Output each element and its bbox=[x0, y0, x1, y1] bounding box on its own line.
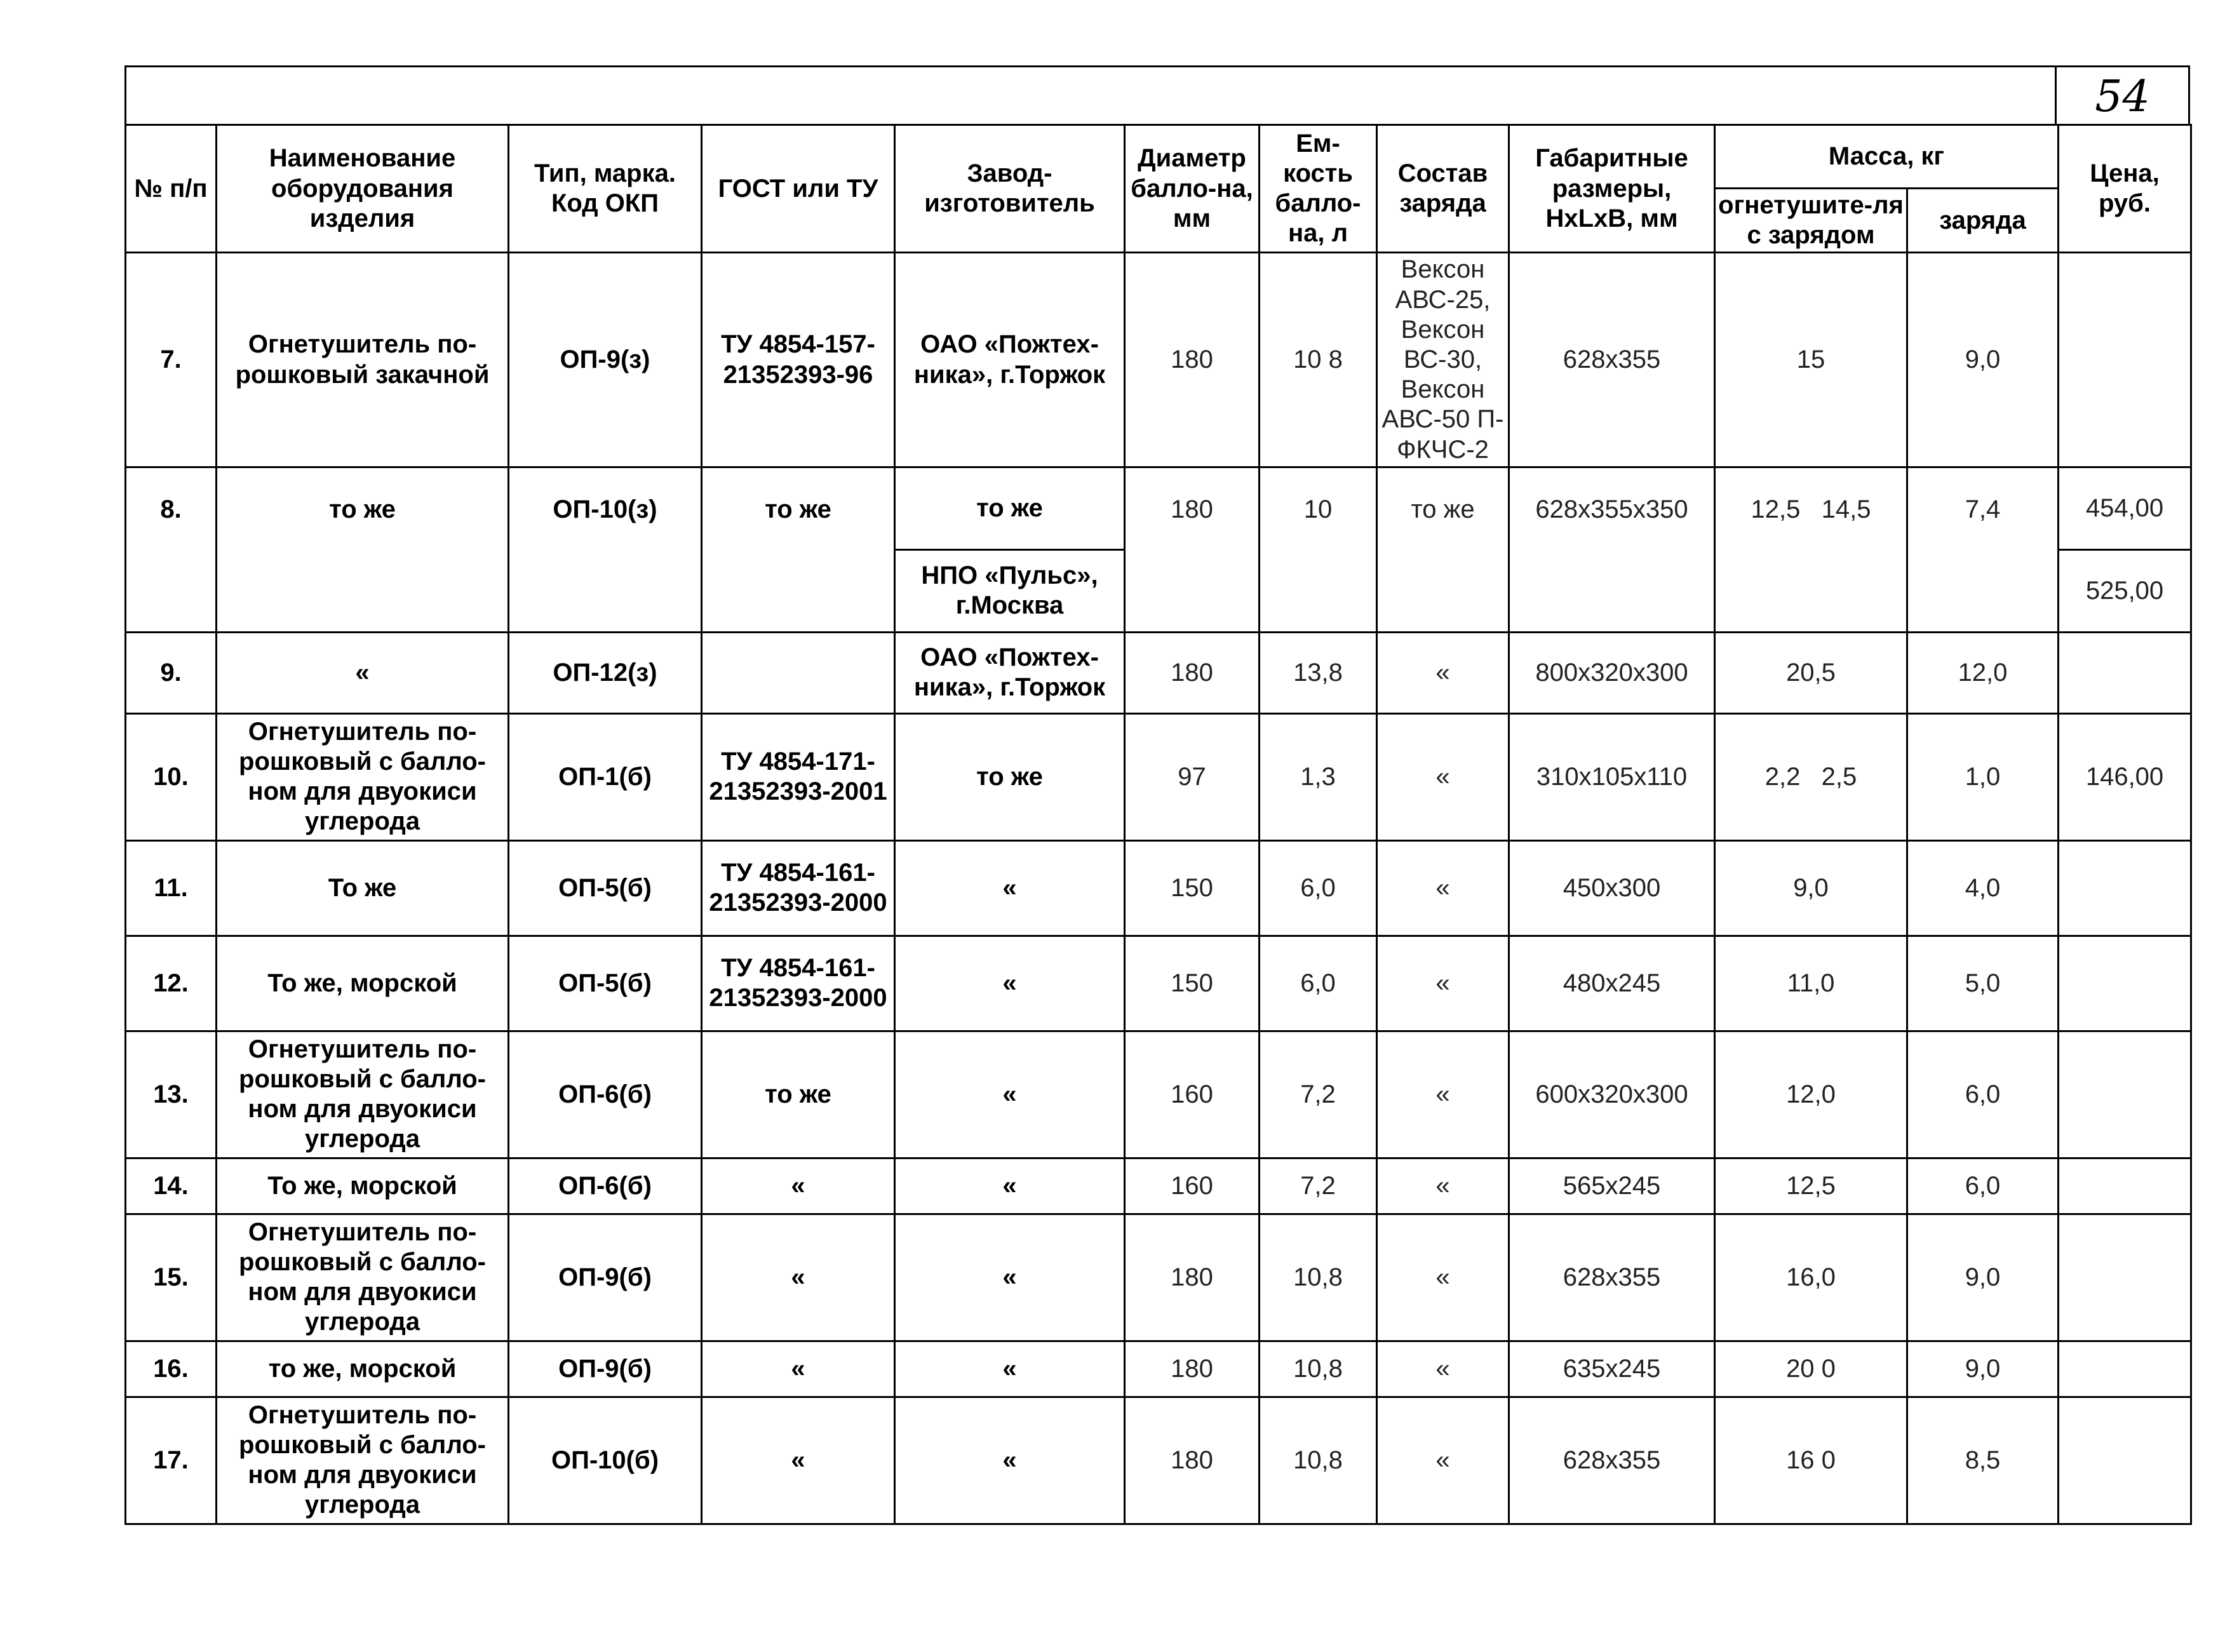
cell-price: 454,00 bbox=[2059, 467, 2191, 549]
cell-capacity: 1,3 bbox=[1260, 713, 1377, 840]
cell-capacity: 10,8 bbox=[1260, 1341, 1377, 1397]
cell-charge: « bbox=[1377, 632, 1509, 713]
cell-name: Огнетушитель по-рошковый с балло-ном для двуокиси углерода bbox=[217, 1397, 509, 1524]
cell-type: ОП-9(б) bbox=[509, 1341, 702, 1397]
cell-mass-charge: 9,0 bbox=[1907, 253, 2059, 467]
cell-name: то же bbox=[217, 467, 509, 632]
cell-gost: « bbox=[702, 1158, 895, 1214]
cell-mass-charge: 9,0 bbox=[1907, 1341, 2059, 1397]
cell-mass-charge: 4,0 bbox=[1907, 840, 2059, 936]
header-capacity: Ем-кость балло-на, л bbox=[1260, 125, 1377, 253]
cell-price bbox=[2059, 840, 2191, 936]
cell-capacity: 7,2 bbox=[1260, 1158, 1377, 1214]
cell-type: ОП-6(б) bbox=[509, 1031, 702, 1158]
cell-name: Огнетушитель по-рошковый с балло-ном для двуокиси углерода bbox=[217, 1031, 509, 1158]
cell-mass-charge: 8,5 bbox=[1907, 1397, 2059, 1524]
cell-mass-charge: 7,4 bbox=[1907, 467, 2059, 632]
table-row bbox=[126, 253, 2191, 467]
cell-maker: ОАО «Пожтех-ника», г.Торжок bbox=[895, 632, 1125, 713]
cell-mass-charge: 12,0 bbox=[1907, 632, 2059, 713]
cell-diameter: 150 bbox=[1125, 936, 1260, 1031]
cell-type: ОП-5(б) bbox=[509, 936, 702, 1031]
cell-capacity: 6,0 bbox=[1260, 936, 1377, 1031]
header-dims: Габаритные размеры, HxLxB, мм bbox=[1509, 125, 1715, 253]
cell-mass-total: 9,0 bbox=[1715, 840, 1907, 936]
cell-dims: 628х355 bbox=[1509, 253, 1715, 467]
table-row bbox=[126, 1341, 2191, 1397]
cell-mass-charge: 1,0 bbox=[1907, 713, 2059, 840]
cell-mass-total: 12,5 14,5 bbox=[1715, 467, 1907, 632]
cell-dims: 310х105х110 bbox=[1509, 713, 1715, 840]
cell-diameter: 97 bbox=[1125, 713, 1260, 840]
cell-diameter: 180 bbox=[1125, 467, 1260, 632]
cell-dims: 635х245 bbox=[1509, 1341, 1715, 1397]
cell-diameter: 160 bbox=[1125, 1031, 1260, 1158]
header-mass-total: огнетушите-ля с зарядом bbox=[1715, 189, 1907, 253]
cell-price bbox=[2059, 632, 2191, 713]
cell-price: 146,00 bbox=[2059, 713, 2191, 840]
cell-mass-total: 16,0 bbox=[1715, 1214, 1907, 1341]
cell-gost: « bbox=[702, 1341, 895, 1397]
cell-price bbox=[2059, 1397, 2191, 1524]
cell-gost: ТУ 4854-157-21352393-96 bbox=[702, 253, 895, 467]
cell-price bbox=[2059, 1214, 2191, 1341]
cell-capacity: 13,8 bbox=[1260, 632, 1377, 713]
cell-maker: « bbox=[895, 1158, 1125, 1214]
header-price: Цена, руб. bbox=[2059, 125, 2191, 253]
cell-charge: Вексон АВС-25, Вексон ВС-30, Вексон АВС-50 П-ФКЧС-2 bbox=[1377, 253, 1509, 467]
cell-num: 9. bbox=[126, 632, 217, 713]
cell-capacity: 7,2 bbox=[1260, 1031, 1377, 1158]
cell-name: То же, морской bbox=[217, 1158, 509, 1214]
cell-mass-charge: 6,0 bbox=[1907, 1031, 2059, 1158]
table-body bbox=[126, 253, 2191, 1524]
cell-price bbox=[2059, 1158, 2191, 1214]
cell-type: ОП-9(з) bbox=[509, 253, 702, 467]
cell-gost: « bbox=[702, 1214, 895, 1341]
cell-name: Огнетушитель по-рошковый закачной bbox=[217, 253, 509, 467]
cell-capacity: 10 bbox=[1260, 467, 1377, 632]
cell-num: 12. bbox=[126, 936, 217, 1031]
cell-maker: « bbox=[895, 1341, 1125, 1397]
cell-charge: « bbox=[1377, 713, 1509, 840]
cell-type: ОП-6(б) bbox=[509, 1158, 702, 1214]
cell-name: Огнетушитель по-рошковый с балло-ном для двуокиси углерода bbox=[217, 1214, 509, 1341]
cell-num: 13. bbox=[126, 1031, 217, 1158]
cell-charge: « bbox=[1377, 936, 1509, 1031]
cell-mass-total: 20 0 bbox=[1715, 1341, 1907, 1397]
equipment-table bbox=[124, 124, 2192, 1525]
table-row bbox=[126, 632, 2191, 713]
cell-dims: 565х245 bbox=[1509, 1158, 1715, 1214]
cell-charge: « bbox=[1377, 1214, 1509, 1341]
cell-dims: 800х320х300 bbox=[1509, 632, 1715, 713]
cell-charge: то же bbox=[1377, 467, 1509, 632]
cell-dims: 628х355х350 bbox=[1509, 467, 1715, 632]
cell-maker: « bbox=[895, 1214, 1125, 1341]
cell-maker: то же bbox=[895, 467, 1125, 549]
cell-diameter: 180 bbox=[1125, 253, 1260, 467]
cell-capacity: 10 8 bbox=[1260, 253, 1377, 467]
table-header bbox=[126, 125, 2191, 253]
cell-type: ОП-10(з) bbox=[509, 467, 702, 632]
cell-type: ОП-12(з) bbox=[509, 632, 702, 713]
cell-num: 14. bbox=[126, 1158, 217, 1214]
cell-type: ОП-5(б) bbox=[509, 840, 702, 936]
table-row bbox=[126, 936, 2191, 1031]
header-gost: ГОСТ или ТУ bbox=[702, 125, 895, 253]
cell-diameter: 180 bbox=[1125, 1214, 1260, 1341]
cell-num: 15. bbox=[126, 1214, 217, 1341]
cell-maker: « bbox=[895, 1031, 1125, 1158]
cell-price bbox=[2059, 1031, 2191, 1158]
cell-maker-secondary: НПО «Пульс», г.Москва bbox=[895, 549, 1125, 632]
cell-price bbox=[2059, 936, 2191, 1031]
cell-mass-total: 15 bbox=[1715, 253, 1907, 467]
cell-maker: « bbox=[895, 1397, 1125, 1524]
cell-dims: 628х355 bbox=[1509, 1214, 1715, 1341]
cell-name: То же bbox=[217, 840, 509, 936]
document-sheet bbox=[124, 65, 2190, 1525]
cell-num: 17. bbox=[126, 1397, 217, 1524]
cell-dims: 480х245 bbox=[1509, 936, 1715, 1031]
cell-charge: « bbox=[1377, 1031, 1509, 1158]
cell-diameter: 180 bbox=[1125, 632, 1260, 713]
cell-mass-total: 11,0 bbox=[1715, 936, 1907, 1031]
cell-charge: « bbox=[1377, 1158, 1509, 1214]
cell-dims: 450х300 bbox=[1509, 840, 1715, 936]
cell-gost bbox=[702, 632, 895, 713]
cell-num: 7. bbox=[126, 253, 217, 467]
cell-charge: « bbox=[1377, 840, 1509, 936]
cell-name: то же, морской bbox=[217, 1341, 509, 1397]
cell-type: ОП-9(б) bbox=[509, 1214, 702, 1341]
cell-name: То же, морской bbox=[217, 936, 509, 1031]
cell-dims: 600х320х300 bbox=[1509, 1031, 1715, 1158]
cell-diameter: 150 bbox=[1125, 840, 1260, 936]
cell-gost: то же bbox=[702, 1031, 895, 1158]
cell-mass-charge: 5,0 bbox=[1907, 936, 2059, 1031]
table-row bbox=[126, 1158, 2191, 1214]
cell-maker: « bbox=[895, 840, 1125, 936]
cell-capacity: 10,8 bbox=[1260, 1397, 1377, 1524]
table-row bbox=[126, 840, 2191, 936]
cell-diameter: 180 bbox=[1125, 1341, 1260, 1397]
page-header-row bbox=[124, 65, 2190, 124]
header-diameter: Диаметр балло-на, мм bbox=[1125, 125, 1260, 253]
cell-name: « bbox=[217, 632, 509, 713]
cell-maker: то же bbox=[895, 713, 1125, 840]
header-mass-charge: заряда bbox=[1907, 189, 2059, 253]
table-row bbox=[126, 467, 2191, 549]
table-row bbox=[126, 1397, 2191, 1524]
cell-num: 10. bbox=[126, 713, 217, 840]
cell-gost: ТУ 4854-171-21352393-2001 bbox=[702, 713, 895, 840]
cell-capacity: 6,0 bbox=[1260, 840, 1377, 936]
table-row bbox=[126, 1214, 2191, 1341]
cell-diameter: 180 bbox=[1125, 1397, 1260, 1524]
cell-type: ОП-10(б) bbox=[509, 1397, 702, 1524]
cell-gost: ТУ 4854-161-21352393-2000 bbox=[702, 840, 895, 936]
cell-price bbox=[2059, 253, 2191, 467]
cell-mass-total: 2,2 2,5 bbox=[1715, 713, 1907, 840]
cell-dims: 628х355 bbox=[1509, 1397, 1715, 1524]
cell-type: ОП-1(б) bbox=[509, 713, 702, 840]
header-mass: Масса, кг bbox=[1715, 125, 2059, 189]
header-num: № п/п bbox=[126, 125, 217, 253]
cell-diameter: 160 bbox=[1125, 1158, 1260, 1214]
header-name: Наименование оборудования изделия bbox=[217, 125, 509, 253]
cell-capacity: 10,8 bbox=[1260, 1214, 1377, 1341]
table-row bbox=[126, 713, 2191, 840]
cell-maker: « bbox=[895, 936, 1125, 1031]
cell-charge: « bbox=[1377, 1397, 1509, 1524]
header-type: Тип, марка. Код ОКП bbox=[509, 125, 702, 253]
cell-mass-total: 16 0 bbox=[1715, 1397, 1907, 1524]
page-number: 54 bbox=[2055, 67, 2188, 126]
table-row bbox=[126, 1031, 2191, 1158]
cell-name: Огнетушитель по-рошковый с балло-ном для двуокиси углерода bbox=[217, 713, 509, 840]
cell-mass-charge: 6,0 bbox=[1907, 1158, 2059, 1214]
cell-mass-total: 20,5 bbox=[1715, 632, 1907, 713]
cell-gost: ТУ 4854-161-21352393-2000 bbox=[702, 936, 895, 1031]
header-charge: Состав заряда bbox=[1377, 125, 1509, 253]
cell-gost: « bbox=[702, 1397, 895, 1524]
cell-mass-total: 12,5 bbox=[1715, 1158, 1907, 1214]
cell-price-secondary: 525,00 bbox=[2059, 549, 2191, 632]
cell-num: 11. bbox=[126, 840, 217, 936]
header-maker: Завод-изготовитель bbox=[895, 125, 1125, 253]
cell-num: 16. bbox=[126, 1341, 217, 1397]
cell-charge: « bbox=[1377, 1341, 1509, 1397]
cell-maker: ОАО «Пожтех-ника», г.Торжок bbox=[895, 253, 1125, 467]
cell-price bbox=[2059, 1341, 2191, 1397]
cell-num: 8. bbox=[126, 467, 217, 632]
cell-mass-charge: 9,0 bbox=[1907, 1214, 2059, 1341]
cell-mass-total: 12,0 bbox=[1715, 1031, 1907, 1158]
cell-gost: то же bbox=[702, 467, 895, 632]
